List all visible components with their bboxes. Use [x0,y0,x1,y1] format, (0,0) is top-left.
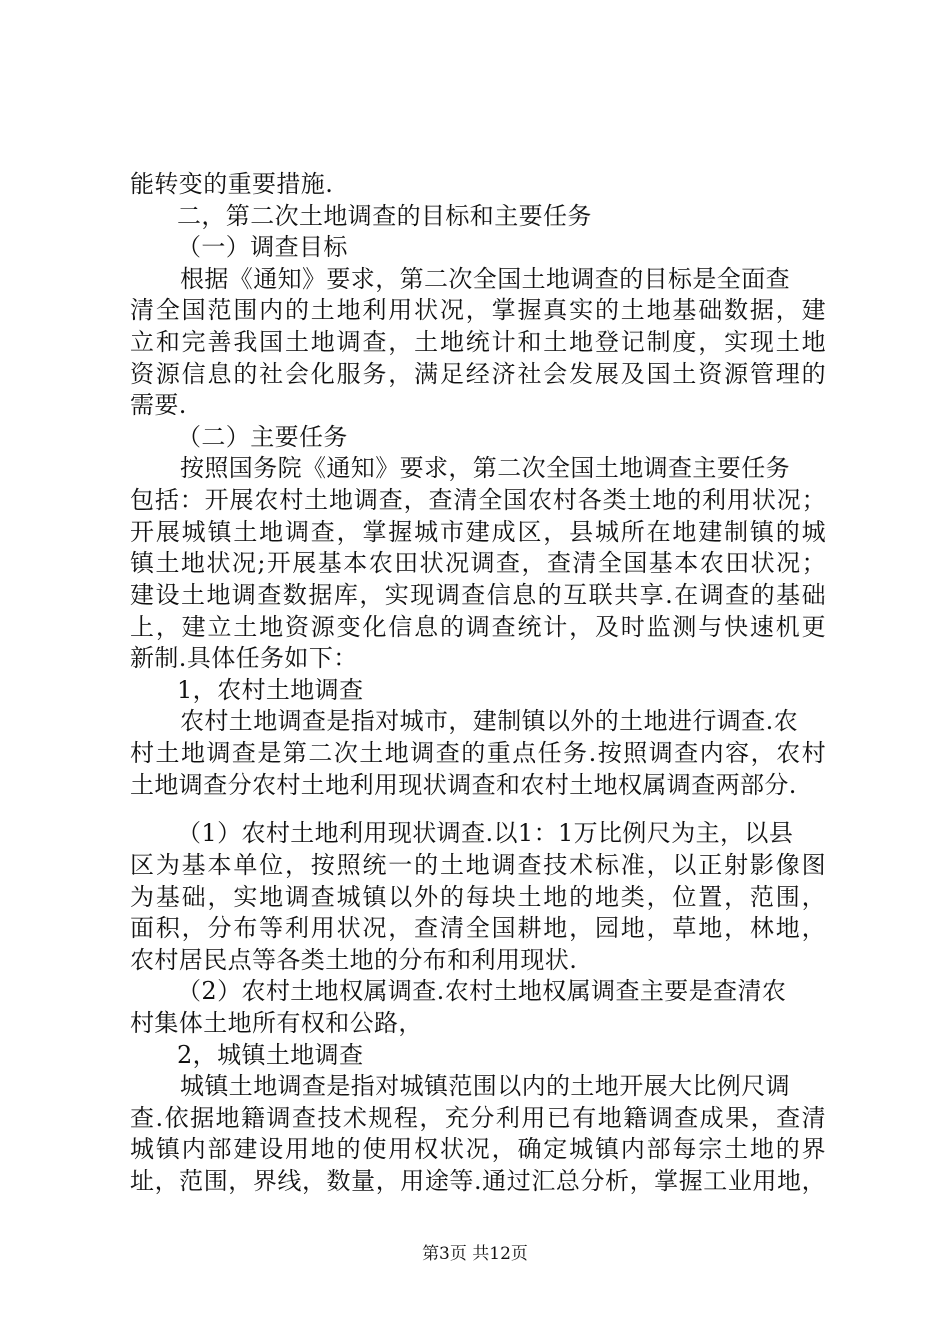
text-line: 查.依据地籍调查技术规程，充分利用已有地籍调查成果，查清 [130,1104,826,1132]
text-line: 城镇内部建设用地的使用权状况，确定城镇内部每宗土地的界 [130,1135,826,1163]
text-line: 根据《通知》要求，第二次全国土地调查的目标是全面查 [180,265,790,293]
text-line: 能转变的重要措施. [130,170,334,198]
text-line: 资源信息的社会化服务，满足经济社会发展及国土资源管理的 [130,360,826,388]
text-line: 村集体土地所有权和公路， [130,1009,423,1037]
text-line: 清全国范围内的土地利用状况，掌握真实的土地基础数据，建 [130,296,826,324]
text-line: （1）农村土地利用现状调查.以1：1万比例尺为主，以县 [177,819,794,847]
text-line: 土地调查分农村土地利用现状调查和农村土地权属调查两部分. [130,771,797,799]
text-line: 城镇土地调查是指对城镇范围以内的土地开展大比例尺调 [180,1072,790,1100]
text-line: 村土地调查是第二次土地调查的重点任务.按照调查内容，农村 [130,739,826,767]
text-line: 开展城镇土地调查，掌握城市建成区，县城所在地建制镇的城 [130,518,826,546]
text-line: 农村居民点等各类土地的分布和利用现状. [130,946,578,974]
text-line: 址，范围，界线，数量，用途等.通过汇总分析，掌握工业用地， [130,1167,826,1195]
text-line: 新制.具体任务如下： [130,644,358,672]
text-line: 按照国务院《通知》要求，第二次全国土地调查主要任务 [180,454,790,482]
page-footer: 第3页 共12页 [422,1244,528,1264]
section-heading: 二，第二次土地调查的目标和主要任务 [177,202,592,230]
text-line: 农村土地调查是指对城市，建制镇以外的土地进行调查.农 [180,707,799,735]
text-line: 上，建立土地资源变化信息的调查统计，及时监测与快速机更 [130,613,826,641]
text-line: 需要. [130,391,187,419]
text-line: 为基础，实地调查城镇以外的每块土地的地类，位置，范围， [130,883,826,911]
subsection-heading: 1，农村土地调查 [177,676,364,704]
text-line: 立和完善我国土地调查，土地统计和土地登记制度，实现土地 [130,328,826,356]
text-line: （2）农村土地权属调查.农村土地权属调查主要是查清农 [177,977,787,1005]
text-line: 镇土地状况;开展基本农田状况调查，查清全国基本农田状况； [130,549,826,577]
subsection-heading: （一）调查目标 [177,233,348,261]
text-line: 包括：开展农村土地调查，查清全国农村各类土地的利用状况； [130,486,826,514]
text-line: 区为基本单位，按照统一的土地调查技术标准，以正射影像图 [130,851,826,879]
subsection-heading: 2，城镇土地调查 [177,1041,364,1069]
text-line: 面积，分布等利用状况，查清全国耕地，园地，草地，林地， [130,914,826,942]
subsection-heading: （二）主要任务 [177,423,348,451]
text-line: 建设土地调查数据库，实现调查信息的互联共享.在调查的基础 [130,581,826,609]
